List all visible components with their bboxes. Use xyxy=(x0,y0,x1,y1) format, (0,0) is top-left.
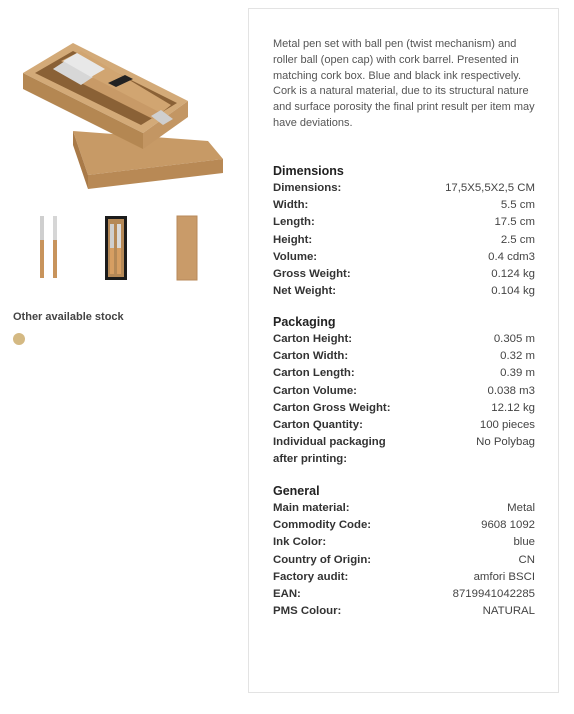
spec-label: Carton Length: xyxy=(273,367,355,380)
spec-row xyxy=(273,365,535,382)
spec-row xyxy=(273,348,535,365)
spec-label: Width: xyxy=(273,199,309,212)
spec-value: 0.39 m xyxy=(500,367,535,380)
spec-row xyxy=(273,197,535,214)
spec-label: Carton Height: xyxy=(273,333,353,345)
spec-label: Volume: xyxy=(273,250,318,263)
main-product-image[interactable] xyxy=(13,13,223,198)
spec-row xyxy=(273,180,535,197)
packaging-section xyxy=(273,313,535,469)
spec-label: EAN: xyxy=(273,588,301,601)
other-stock-title: Other available stock xyxy=(13,311,124,323)
spec-value: 8719941042285 xyxy=(452,588,535,601)
spec-row xyxy=(273,266,535,283)
spec-value: CN xyxy=(518,553,535,566)
spec-value: 12.12 kg xyxy=(491,401,535,414)
spec-label: Carton Width: xyxy=(273,350,349,363)
spec-label: Length: xyxy=(273,216,315,229)
spec-label: PMS Colour: xyxy=(273,605,342,618)
spec-value: 0.32 m xyxy=(500,350,535,363)
spec-row xyxy=(273,586,535,603)
spec-value: 2.5 cm xyxy=(500,233,535,246)
spec-row xyxy=(273,232,535,249)
spec-label: Main material: xyxy=(273,502,350,514)
thumbnail-box-open[interactable] xyxy=(100,214,138,282)
spec-value: 9608 1092 xyxy=(481,519,535,532)
spec-row xyxy=(273,603,535,620)
spec-row xyxy=(273,517,535,534)
spec-label: Height: xyxy=(273,233,313,246)
spec-label: Commodity Code: xyxy=(273,519,372,532)
spec-value: 5.5 cm xyxy=(500,199,535,212)
spec-row xyxy=(273,400,535,417)
product-details-panel xyxy=(248,8,559,693)
spec-value: 0.305 m xyxy=(493,333,535,345)
section-title: Dimensions xyxy=(273,164,344,178)
spec-row xyxy=(273,331,535,348)
spec-row xyxy=(273,283,535,300)
spec-label: Factory audit: xyxy=(273,570,349,583)
spec-value: 0.038 m3 xyxy=(487,384,535,397)
spec-row xyxy=(273,417,535,434)
spec-label: Carton Gross Weight: xyxy=(273,401,391,414)
thumbnail-strip xyxy=(20,214,220,284)
spec-row xyxy=(273,500,535,517)
general-section xyxy=(273,482,535,620)
product-description: Metal pen set with ball pen (twist mechanism) and roller ball (open cap) with cork barrel. Presented in matching cork box. Blue and black ink respectively. Cork is a natural material, due to its structural nature and surface porosity the final print result per item may have deviations. xyxy=(273,38,535,129)
spec-row xyxy=(273,534,535,551)
spec-label: Ink Color: xyxy=(273,536,327,549)
spec-label: Carton Volume: xyxy=(273,384,357,397)
spec-row xyxy=(273,552,535,569)
spec-label: Carton Quantity: xyxy=(273,419,363,432)
spec-value: 0.4 cdm3 xyxy=(488,250,535,263)
spec-row xyxy=(273,569,535,586)
spec-value: NATURAL xyxy=(482,605,535,618)
spec-value: 100 pieces xyxy=(479,419,535,432)
spec-value: 0.104 kg xyxy=(491,285,535,298)
spec-row xyxy=(273,249,535,266)
thumbnail-box-closed[interactable] xyxy=(172,214,210,282)
spec-label: Dimensions: xyxy=(273,182,342,194)
spec-value: 17,5X5,5X2,5 CM xyxy=(445,182,535,194)
section-title: General xyxy=(273,484,320,498)
spec-value: Metal xyxy=(507,502,535,514)
spec-label: Country of Origin: xyxy=(273,553,372,566)
spec-value: 0.124 kg xyxy=(491,268,535,281)
spec-label: Net Weight: xyxy=(273,285,337,298)
spec-value: amfori BSCI xyxy=(473,570,535,583)
spec-row xyxy=(273,434,535,468)
spec-row xyxy=(273,383,535,400)
spec-row xyxy=(273,214,535,231)
spec-label: Individual packaging after printing: xyxy=(273,436,386,466)
dimensions-section xyxy=(273,162,535,300)
thumbnail-pens[interactable] xyxy=(33,214,71,282)
spec-label: Gross Weight: xyxy=(273,268,351,281)
section-title: Packaging xyxy=(273,315,336,329)
spec-value: blue xyxy=(513,536,535,549)
spec-value: 17.5 cm xyxy=(494,216,535,229)
spec-value: No Polybag xyxy=(476,436,535,449)
color-swatch-natural[interactable] xyxy=(13,333,25,345)
